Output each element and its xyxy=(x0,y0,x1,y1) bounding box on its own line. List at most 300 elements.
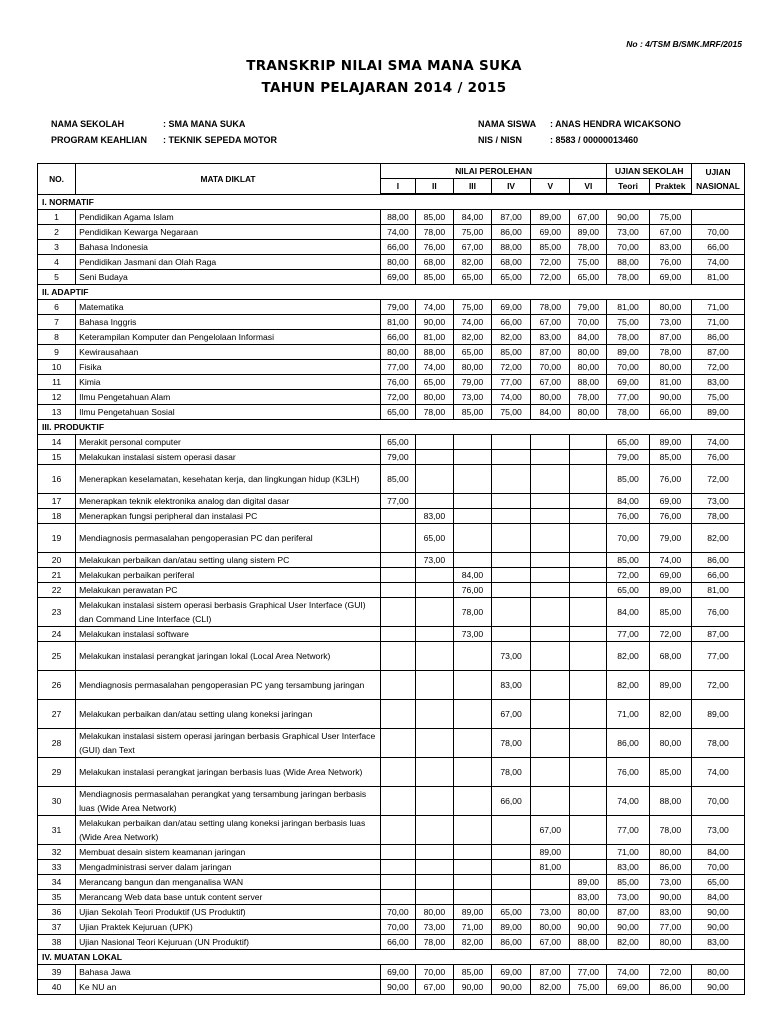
grade-cell xyxy=(415,568,453,583)
grade-cell: 67,00 xyxy=(570,210,607,225)
grade-cell xyxy=(380,860,415,875)
table-row xyxy=(38,450,745,465)
grade-cell xyxy=(380,787,415,816)
grade-cell: 75,00 xyxy=(692,390,745,405)
grade-cell: 82,00 xyxy=(492,330,531,345)
row-number: 12 xyxy=(38,390,76,405)
grade-cell xyxy=(570,568,607,583)
grade-cell xyxy=(570,758,607,787)
grade-cell xyxy=(692,210,745,225)
grade-cell: 79,00 xyxy=(380,300,415,315)
row-number: 21 xyxy=(38,568,76,583)
grade-cell: 87,00 xyxy=(531,345,570,360)
grade-cell: 89,00 xyxy=(607,345,649,360)
table-row xyxy=(38,225,745,240)
row-number: 23 xyxy=(38,598,76,627)
subject-name: Mendiagnosis permasalahan perangkat yang tersambung jaringan berbasis luas (Wide Area Network) xyxy=(76,787,381,816)
info-value: : SMA MANA SUKA xyxy=(163,119,246,129)
subject-name: Melakukan perbaikan dan/atau setting ulang koneksi jaringan xyxy=(76,700,381,729)
grades-table xyxy=(37,163,745,995)
grade-cell xyxy=(380,845,415,860)
subject-name: Pendidikan Kewarga Negaraan xyxy=(76,225,381,240)
grade-cell: 85,00 xyxy=(607,875,649,890)
header-semester: VI xyxy=(570,179,607,195)
grade-cell: 90,00 xyxy=(380,980,415,995)
subject-name: Ujian Nasional Teori Kejuruan (UN Produktif) xyxy=(76,935,381,950)
grade-cell: 72,00 xyxy=(531,270,570,285)
grade-cell: 76,00 xyxy=(692,450,745,465)
grade-cell: 67,00 xyxy=(531,375,570,390)
grade-cell: 69,00 xyxy=(607,980,649,995)
grade-cell xyxy=(531,524,570,553)
grade-cell: 69,00 xyxy=(607,375,649,390)
row-number: 36 xyxy=(38,905,76,920)
grade-cell xyxy=(415,671,453,700)
grade-cell: 90,00 xyxy=(649,390,691,405)
grade-cell: 85,00 xyxy=(415,270,453,285)
grade-cell xyxy=(492,568,531,583)
table-row xyxy=(38,875,745,890)
grade-cell xyxy=(380,642,415,671)
header-praktek: Praktek xyxy=(649,179,691,195)
grade-cell: 79,00 xyxy=(649,524,691,553)
grade-cell: 78,00 xyxy=(607,405,649,420)
grade-cell: 77,00 xyxy=(570,965,607,980)
grade-cell: 84,00 xyxy=(692,845,745,860)
subject-name: Menerapkan fungsi peripheral dan instalasi PC xyxy=(76,509,381,524)
grade-cell: 80,00 xyxy=(415,390,453,405)
grade-cell: 70,00 xyxy=(607,524,649,553)
grade-cell: 80,00 xyxy=(570,405,607,420)
table-row xyxy=(38,375,745,390)
grade-cell: 65,00 xyxy=(380,405,415,420)
grade-cell xyxy=(453,509,491,524)
grade-cell: 75,00 xyxy=(570,255,607,270)
row-number: 33 xyxy=(38,860,76,875)
grade-cell: 79,00 xyxy=(380,450,415,465)
grade-cell: 90,00 xyxy=(607,920,649,935)
grade-cell xyxy=(570,494,607,509)
grade-cell: 83,00 xyxy=(531,330,570,345)
grade-cell xyxy=(531,553,570,568)
grade-cell: 79,00 xyxy=(570,300,607,315)
grade-cell xyxy=(531,890,570,905)
grade-cell: 82,00 xyxy=(453,255,491,270)
row-number: 32 xyxy=(38,845,76,860)
grade-cell xyxy=(492,583,531,598)
table-row xyxy=(38,315,745,330)
grades-body xyxy=(38,194,745,995)
header-nilai: NILAI PEROLEHAN xyxy=(380,164,606,179)
grade-cell: 80,00 xyxy=(649,360,691,375)
grade-cell: 90,00 xyxy=(453,980,491,995)
grade-cell xyxy=(453,494,491,509)
grade-cell: 67,00 xyxy=(415,980,453,995)
grade-cell: 88,00 xyxy=(570,935,607,950)
grade-cell xyxy=(415,845,453,860)
grade-cell: 65,00 xyxy=(492,905,531,920)
grade-cell: 83,00 xyxy=(492,671,531,700)
grade-cell: 71,00 xyxy=(453,920,491,935)
grade-cell: 66,00 xyxy=(692,240,745,255)
grade-cell xyxy=(453,875,491,890)
row-number: 30 xyxy=(38,787,76,816)
grade-cell: 74,00 xyxy=(607,787,649,816)
grade-cell: 76,00 xyxy=(607,509,649,524)
grade-cell: 75,00 xyxy=(492,405,531,420)
grade-cell: 88,00 xyxy=(492,240,531,255)
grade-cell: 74,00 xyxy=(692,435,745,450)
grade-cell: 72,00 xyxy=(649,627,691,642)
grade-cell xyxy=(415,435,453,450)
row-number: 17 xyxy=(38,494,76,509)
row-number: 4 xyxy=(38,255,76,270)
grade-cell: 68,00 xyxy=(649,642,691,671)
grade-cell: 90,00 xyxy=(692,905,745,920)
row-number: 16 xyxy=(38,465,76,494)
grade-cell: 90,00 xyxy=(607,210,649,225)
grade-cell: 67,00 xyxy=(531,935,570,950)
subject-name: Melakukan instalasi software xyxy=(76,627,381,642)
subject-name: Pendidikan Jasmani dan Olah Raga xyxy=(76,255,381,270)
section-row xyxy=(38,194,745,210)
page-subtitle: TAHUN PELAJARAN 2014 / 2015 xyxy=(261,80,507,96)
grade-cell: 77,00 xyxy=(649,920,691,935)
grade-cell xyxy=(415,627,453,642)
student-info xyxy=(478,116,681,148)
grade-cell: 82,00 xyxy=(453,935,491,950)
row-number: 34 xyxy=(38,875,76,890)
table-row xyxy=(38,345,745,360)
table-row xyxy=(38,905,745,920)
grade-cell: 66,00 xyxy=(380,935,415,950)
grade-cell: 72,00 xyxy=(692,465,745,494)
grade-cell: 80,00 xyxy=(380,255,415,270)
grade-cell: 70,00 xyxy=(531,360,570,375)
grade-cell: 68,00 xyxy=(492,255,531,270)
grade-cell: 73,00 xyxy=(649,875,691,890)
table-row xyxy=(38,494,745,509)
table-row xyxy=(38,627,745,642)
grade-cell: 82,00 xyxy=(692,524,745,553)
grade-cell: 84,00 xyxy=(570,330,607,345)
grade-cell: 77,00 xyxy=(607,627,649,642)
grade-cell: 90,00 xyxy=(570,920,607,935)
grade-cell: 70,00 xyxy=(570,315,607,330)
grade-cell: 69,00 xyxy=(492,300,531,315)
grade-cell xyxy=(415,860,453,875)
grade-cell: 73,00 xyxy=(453,627,491,642)
grade-cell: 86,00 xyxy=(692,330,745,345)
row-number: 28 xyxy=(38,729,76,758)
grade-cell xyxy=(531,450,570,465)
grade-cell: 77,00 xyxy=(492,375,531,390)
grade-cell xyxy=(570,816,607,845)
header-un-line1: UJIAN xyxy=(705,166,731,177)
subject-name: Merakit personal computer xyxy=(76,435,381,450)
grade-cell: 72,00 xyxy=(692,360,745,375)
grade-cell xyxy=(380,875,415,890)
table-row xyxy=(38,255,745,270)
grade-cell: 78,00 xyxy=(570,390,607,405)
row-number: 29 xyxy=(38,758,76,787)
header-un-line2: NASIONAL xyxy=(696,180,740,191)
grade-cell: 80,00 xyxy=(570,345,607,360)
grade-cell: 73,00 xyxy=(692,816,745,845)
grade-cell: 67,00 xyxy=(649,225,691,240)
table-row xyxy=(38,598,745,627)
grade-cell: 80,00 xyxy=(415,905,453,920)
grade-cell: 84,00 xyxy=(453,210,491,225)
grade-cell: 88,00 xyxy=(570,375,607,390)
row-number: 15 xyxy=(38,450,76,465)
grade-cell: 85,00 xyxy=(453,965,491,980)
grade-cell: 73,00 xyxy=(692,494,745,509)
grade-cell: 85,00 xyxy=(531,240,570,255)
grade-cell: 83,00 xyxy=(692,375,745,390)
grade-cell xyxy=(531,642,570,671)
subject-name: Melakukan perbaikan periferal xyxy=(76,568,381,583)
grade-cell xyxy=(492,494,531,509)
grade-cell: 88,00 xyxy=(607,255,649,270)
table-row xyxy=(38,642,745,671)
header-teori: Teori xyxy=(607,179,649,195)
grade-cell: 78,00 xyxy=(692,729,745,758)
grade-cell: 85,00 xyxy=(649,450,691,465)
grade-cell: 70,00 xyxy=(692,860,745,875)
grade-cell: 75,00 xyxy=(649,210,691,225)
subject-name: Merancang bangun dan menganalisa WAN xyxy=(76,875,381,890)
subject-name: Seni Budaya xyxy=(76,270,381,285)
grade-cell: 70,00 xyxy=(380,920,415,935)
row-number: 8 xyxy=(38,330,76,345)
grade-cell: 85,00 xyxy=(380,465,415,494)
table-row xyxy=(38,270,745,285)
grade-cell xyxy=(492,875,531,890)
grade-cell: 80,00 xyxy=(531,920,570,935)
grade-cell: 78,00 xyxy=(453,598,491,627)
grade-cell: 82,00 xyxy=(607,642,649,671)
grade-cell xyxy=(570,729,607,758)
row-number: 19 xyxy=(38,524,76,553)
grade-cell: 83,00 xyxy=(649,240,691,255)
grade-cell: 81,00 xyxy=(415,330,453,345)
grade-cell: 73,00 xyxy=(531,905,570,920)
row-number: 7 xyxy=(38,315,76,330)
grade-cell: 82,00 xyxy=(649,700,691,729)
grade-cell xyxy=(492,627,531,642)
subject-name: Ilmu Pengetahuan Alam xyxy=(76,390,381,405)
grade-cell xyxy=(453,465,491,494)
grade-cell xyxy=(492,509,531,524)
school-info xyxy=(51,116,277,148)
grade-cell xyxy=(492,553,531,568)
grade-cell: 70,00 xyxy=(607,360,649,375)
grade-cell: 90,00 xyxy=(692,980,745,995)
grade-cell: 85,00 xyxy=(649,758,691,787)
grade-cell: 86,00 xyxy=(692,553,745,568)
grade-cell xyxy=(570,583,607,598)
grade-cell: 80,00 xyxy=(649,729,691,758)
grade-cell xyxy=(531,627,570,642)
grade-cell: 69,00 xyxy=(649,494,691,509)
grade-cell: 78,00 xyxy=(415,225,453,240)
grade-cell: 90,00 xyxy=(492,980,531,995)
grade-cell xyxy=(415,494,453,509)
grade-cell: 89,00 xyxy=(649,671,691,700)
row-number: 10 xyxy=(38,360,76,375)
grade-cell: 84,00 xyxy=(607,598,649,627)
header-subject: MATA DIKLAT xyxy=(76,164,381,195)
grade-cell: 73,00 xyxy=(415,920,453,935)
grade-cell: 74,00 xyxy=(415,300,453,315)
table-row xyxy=(38,787,745,816)
row-number: 3 xyxy=(38,240,76,255)
grade-cell xyxy=(531,568,570,583)
student-name-row xyxy=(478,116,681,132)
subject-name: Melakukan instalasi sistem operasi jaringan berbasis Graphical User Interface (GUI) dan Text xyxy=(76,729,381,758)
grade-cell xyxy=(492,816,531,845)
grade-cell xyxy=(453,450,491,465)
grade-cell: 67,00 xyxy=(531,315,570,330)
grade-cell xyxy=(453,729,491,758)
grade-cell: 78,00 xyxy=(492,729,531,758)
grade-cell xyxy=(415,729,453,758)
table-row xyxy=(38,524,745,553)
section-row xyxy=(38,285,745,300)
grade-cell: 73,00 xyxy=(607,890,649,905)
row-number: 18 xyxy=(38,509,76,524)
grade-cell: 88,00 xyxy=(380,210,415,225)
grade-cell: 88,00 xyxy=(649,787,691,816)
grade-cell xyxy=(531,435,570,450)
grade-cell: 78,00 xyxy=(492,758,531,787)
grade-cell: 76,00 xyxy=(453,583,491,598)
grade-cell: 75,00 xyxy=(570,980,607,995)
grade-cell xyxy=(570,435,607,450)
grade-cell: 81,00 xyxy=(692,270,745,285)
subject-name: Ujian Sekolah Teori Produktif (US Produktif) xyxy=(76,905,381,920)
grade-cell: 85,00 xyxy=(415,210,453,225)
grade-cell xyxy=(570,787,607,816)
grade-cell: 85,00 xyxy=(607,553,649,568)
grade-cell: 77,00 xyxy=(380,360,415,375)
table-row xyxy=(38,240,745,255)
info-label: NAMA SEKOLAH xyxy=(51,119,125,129)
table-row xyxy=(38,583,745,598)
subject-name: Bahasa Inggris xyxy=(76,315,381,330)
grade-cell: 87,00 xyxy=(531,965,570,980)
grade-cell xyxy=(492,465,531,494)
row-number: 38 xyxy=(38,935,76,950)
row-number: 1 xyxy=(38,210,76,225)
grade-cell: 67,00 xyxy=(453,240,491,255)
grade-cell xyxy=(570,700,607,729)
grade-cell: 89,00 xyxy=(531,210,570,225)
grade-cell: 76,00 xyxy=(649,465,691,494)
grade-cell: 74,00 xyxy=(692,758,745,787)
section-title: IV. MUATAN LOKAL xyxy=(38,950,745,965)
grade-cell: 76,00 xyxy=(380,375,415,390)
grade-cell xyxy=(531,758,570,787)
section-title: II. ADAPTIF xyxy=(38,285,745,300)
subject-name: Kewirausahaan xyxy=(76,345,381,360)
table-row xyxy=(38,890,745,905)
table-row xyxy=(38,816,745,845)
table-row xyxy=(38,405,745,420)
table-row xyxy=(38,860,745,875)
table-row xyxy=(38,758,745,787)
grade-cell: 77,00 xyxy=(692,642,745,671)
grade-cell: 82,00 xyxy=(607,671,649,700)
header-ujian-nasional xyxy=(692,164,745,195)
table-row xyxy=(38,729,745,758)
subject-name: Bahasa Jawa xyxy=(76,965,381,980)
row-number: 39 xyxy=(38,965,76,980)
grade-cell: 74,00 xyxy=(380,225,415,240)
grade-cell: 79,00 xyxy=(607,450,649,465)
grade-cell xyxy=(453,845,491,860)
grade-cell: 81,00 xyxy=(380,315,415,330)
grade-cell: 65,00 xyxy=(453,270,491,285)
grade-cell: 84,00 xyxy=(531,405,570,420)
grade-cell: 76,00 xyxy=(692,598,745,627)
grade-cell: 71,00 xyxy=(607,700,649,729)
grade-cell: 86,00 xyxy=(492,935,531,950)
grade-cell: 78,00 xyxy=(415,935,453,950)
grade-cell: 72,00 xyxy=(649,965,691,980)
grade-cell: 78,00 xyxy=(607,330,649,345)
grade-cell: 89,00 xyxy=(570,875,607,890)
subject-name: Melakukan instalasi perangkat jaringan berbasis luas (Wide Area Network) xyxy=(76,758,381,787)
grade-cell xyxy=(531,583,570,598)
grade-cell xyxy=(570,465,607,494)
row-number: 2 xyxy=(38,225,76,240)
table-row xyxy=(38,553,745,568)
table-row xyxy=(38,390,745,405)
grade-cell xyxy=(380,700,415,729)
grade-cell xyxy=(453,787,491,816)
subject-name: Mendiagnosis permasalahan pengoperasian PC dan periferal xyxy=(76,524,381,553)
grade-cell xyxy=(453,642,491,671)
subject-name: Mendiagnosis permasalahan pengoperasian PC yang tersambung jaringan xyxy=(76,671,381,700)
row-number: 31 xyxy=(38,816,76,845)
grade-cell: 72,00 xyxy=(607,568,649,583)
grade-cell xyxy=(453,553,491,568)
row-number: 20 xyxy=(38,553,76,568)
subject-name: Membuat desain sistem keamanan jaringan xyxy=(76,845,381,860)
grade-cell: 70,00 xyxy=(415,965,453,980)
grade-cell xyxy=(415,758,453,787)
grade-cell: 65,00 xyxy=(453,345,491,360)
section-row xyxy=(38,420,745,435)
grade-cell: 75,00 xyxy=(453,225,491,240)
grade-cell: 80,00 xyxy=(453,360,491,375)
grade-cell: 70,00 xyxy=(607,240,649,255)
grade-cell: 71,00 xyxy=(607,845,649,860)
section-title: I. NORMATIF xyxy=(38,194,745,210)
grade-cell: 74,00 xyxy=(453,315,491,330)
info-value: : 8583 / 00000013460 xyxy=(550,135,639,145)
grade-cell xyxy=(570,450,607,465)
grade-cell: 66,00 xyxy=(492,787,531,816)
grade-cell: 66,00 xyxy=(649,405,691,420)
grade-cell: 65,00 xyxy=(607,583,649,598)
grade-cell: 77,00 xyxy=(607,816,649,845)
table-row xyxy=(38,935,745,950)
grade-cell: 83,00 xyxy=(649,905,691,920)
grade-cell xyxy=(453,435,491,450)
